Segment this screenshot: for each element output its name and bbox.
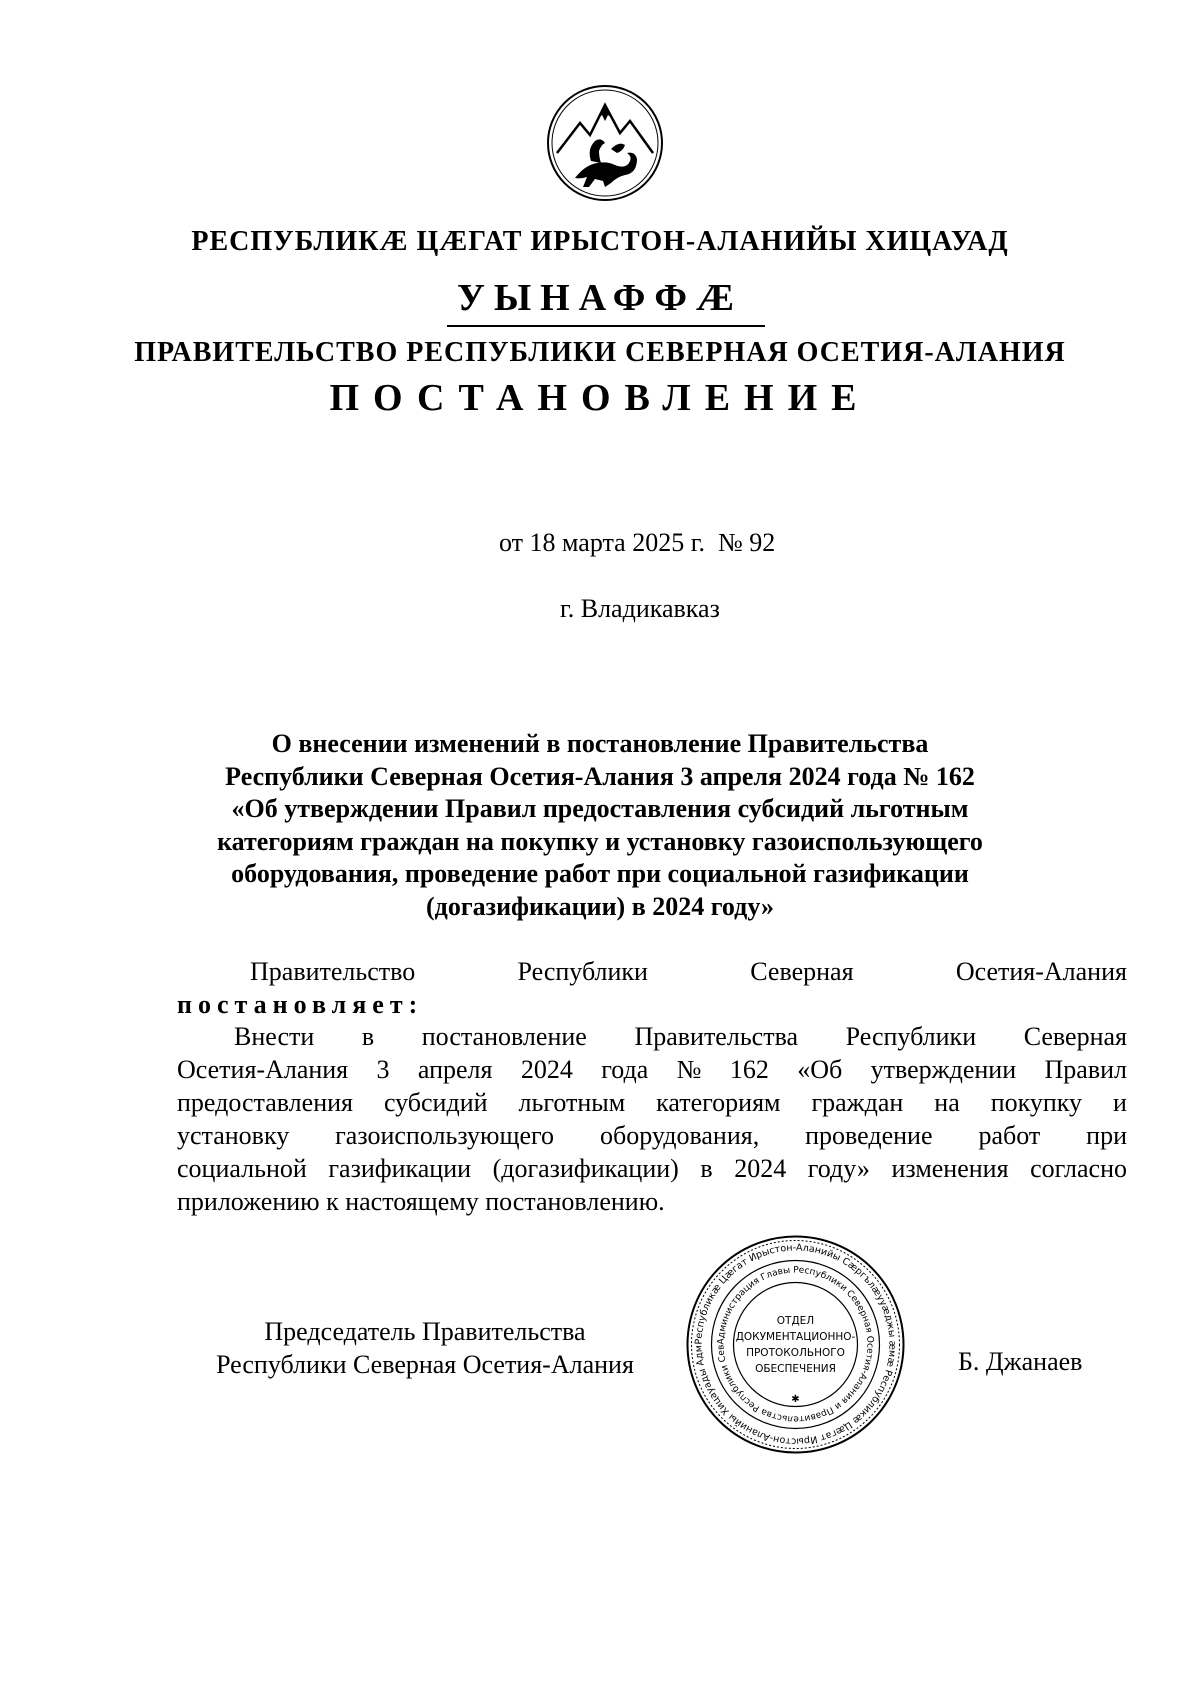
body-word: № <box>676 1055 702 1084</box>
header-divider <box>447 325 765 327</box>
body-line <box>177 1154 1127 1184</box>
body-word: Правительства <box>634 1022 799 1051</box>
title-line: оборудования, проведение работ при социальной газификации <box>231 859 969 888</box>
seal-outer-text: Республикæ Цæгат Ирыстон-Аланийы Сæргълæууæджы æмæ Республикæ Цæгат Ирыстон-Аланийы Хицауады Адм <box>693 1242 898 1447</box>
body-word: на <box>934 1088 960 1117</box>
body-line <box>234 1022 1127 1052</box>
body-word: граждан <box>811 1088 904 1117</box>
russian-document-type: ПОСТАНОВЛЕНИЕ <box>329 377 871 419</box>
seal-center-line: ОБЕСПЕЧЕНИЯ <box>755 1363 836 1375</box>
body-word: утверждении <box>870 1055 1017 1084</box>
ossetian-document-type: УЫНАФФÆ <box>456 277 744 319</box>
body-word: социальной <box>177 1154 307 1183</box>
body-word: изменения <box>891 1154 1009 1183</box>
body-word: работ <box>978 1121 1041 1150</box>
body-word: Правительство <box>250 957 416 986</box>
seal-center-line: ДОКУМЕНТАЦИОННО- <box>735 1331 856 1343</box>
signatory-position-line: Республики Северная Осетия-Алания <box>216 1350 634 1379</box>
body-word: согласно <box>1030 1154 1127 1183</box>
body-word: газоиспользующего <box>335 1121 555 1150</box>
russian-government-name: ПРАВИТЕЛЬСТВО РЕСПУБЛИКИ СЕВЕРНАЯ ОСЕТИЯ-АЛАНИЯ <box>134 337 1066 368</box>
body-intro-line <box>250 957 1127 987</box>
title-line: Республики Северная Осетия-Алания 3 апреля 2024 года № 162 <box>225 761 975 791</box>
body-line <box>177 1088 1127 1118</box>
body-word: апреля <box>417 1055 493 1084</box>
body-word: 2024 <box>734 1154 787 1183</box>
body-word: предоставления <box>177 1088 353 1117</box>
document-date-number: от 18 марта 2025 г. № 92 <box>499 528 776 557</box>
title-line: «Об утверждении Правил предоставления субсидий льготным <box>231 794 969 823</box>
body-word: и <box>1113 1088 1127 1117</box>
signatory-position <box>190 1315 660 1381</box>
body-word: Правил <box>1044 1055 1127 1084</box>
body-word: Осетия-Алания <box>955 957 1127 986</box>
official-seal-icon <box>683 1232 908 1457</box>
title-line: О внесении изменений в постановление Правительства <box>271 729 929 758</box>
seal-center-line: ПРОТОКОЛЬНОГО <box>746 1347 845 1359</box>
body-word: «Об <box>797 1055 843 1084</box>
body-word: году» <box>807 1154 870 1183</box>
body-word: в <box>700 1154 713 1183</box>
body-last-line: приложению к настоящему постановлению. <box>177 1187 665 1216</box>
body-word: 2024 <box>520 1055 573 1084</box>
document-city: г. Владикавказ <box>560 594 720 623</box>
signatory-name: Б. Джанаев <box>958 1347 1083 1376</box>
coat-of-arms-icon <box>545 83 665 203</box>
signatory-position-line: Председатель Правительства <box>264 1317 586 1346</box>
body-word: постановление <box>421 1022 587 1051</box>
body-word: Северная <box>1023 1022 1127 1051</box>
body-word: установку <box>177 1121 290 1150</box>
body-word: покупку <box>990 1088 1083 1117</box>
body-line <box>177 1055 1127 1085</box>
body-word: Осетия-Алания <box>177 1055 349 1084</box>
body-word: субсидий <box>383 1088 488 1117</box>
seal-inner-text: Администрация Главы Республики Северная Осетия-Алания и Правительства Республики Сев <box>716 1265 875 1424</box>
body-word: категориям <box>656 1088 781 1117</box>
body-word: Республики <box>845 1022 977 1051</box>
body-word: при <box>1086 1121 1127 1150</box>
body-word: проведение <box>805 1121 933 1150</box>
body-word: оборудования, <box>599 1121 760 1150</box>
seal-center-line: ОТДЕЛ <box>776 1315 815 1327</box>
body-word: Республики <box>517 957 648 986</box>
star-icon: ✱ <box>791 1394 800 1405</box>
body-word: в <box>361 1022 375 1051</box>
body-word: льготным <box>518 1088 626 1117</box>
body-word: Внести <box>234 1022 315 1051</box>
body-word: 162 <box>729 1055 769 1084</box>
body-word: газификации <box>328 1154 472 1183</box>
body-word: Северная <box>750 957 854 986</box>
body-line <box>177 1121 1127 1151</box>
document-title <box>150 728 1050 923</box>
body-word: года <box>601 1055 649 1084</box>
body-word: (догазификации) <box>492 1154 679 1183</box>
body-word: 3 <box>376 1055 390 1084</box>
title-line: категориям граждан на покупку и установку газоиспользующего <box>217 826 983 856</box>
title-line: (догазификации) в 2024 году» <box>426 891 774 921</box>
resolves-word: постановляет: <box>177 990 424 1019</box>
ossetian-government-name: РЕСПУБЛИКÆ ЦÆГАТ ИРЫСТОН-АЛАНИЙЫ ХИЦАУАД <box>191 226 1009 257</box>
